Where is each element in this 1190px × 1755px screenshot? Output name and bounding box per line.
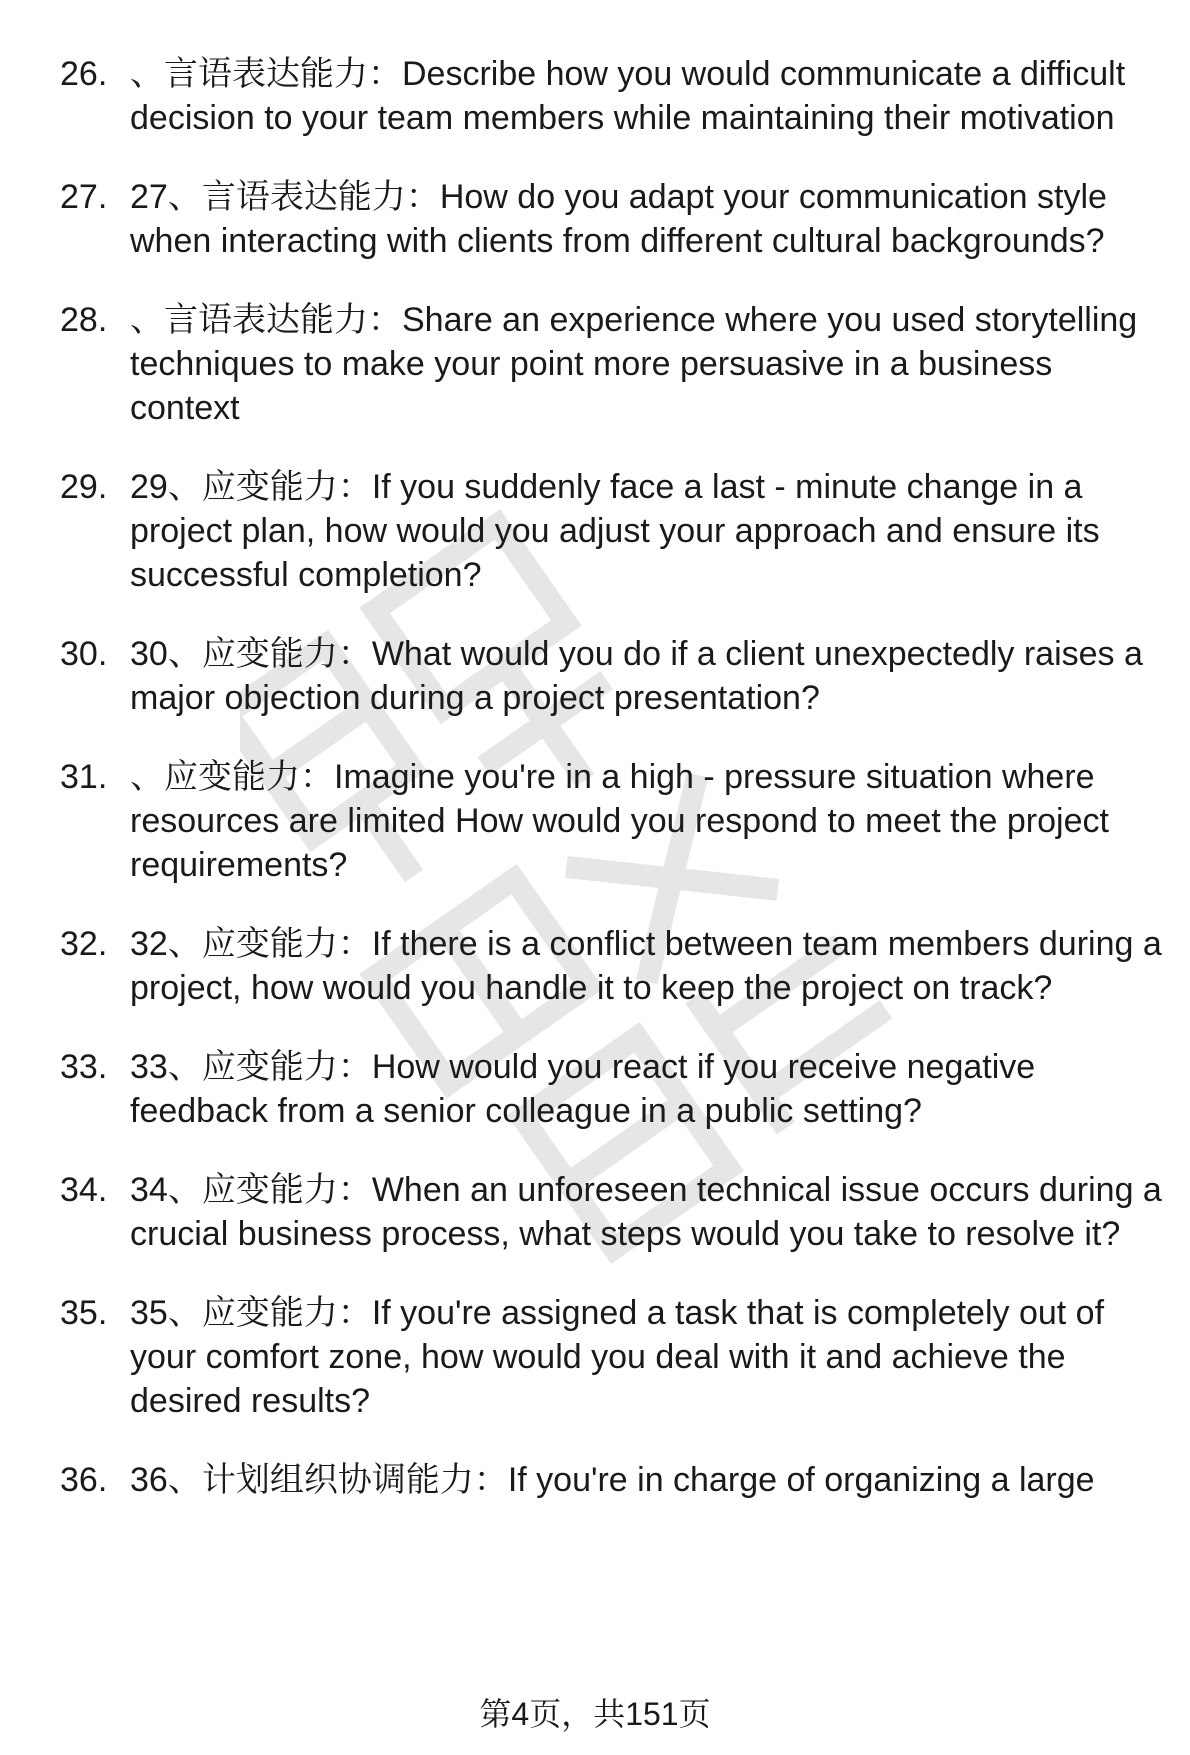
question-text: 33、应变能力：How would you react if you receive negative feedback from a senior colleague in a public setting?: [130, 1048, 1036, 1130]
question-number: 31.: [60, 758, 108, 796]
question-text: 32、应变能力：If there is a conflict between team members during a project, how would you handle it to keep the project on track?: [130, 925, 1162, 1007]
question-number: 35.: [60, 1294, 108, 1332]
question-text: 34、应变能力：When an unforeseen technical issue occurs during a crucial business process, what steps would you take to resolve it?: [130, 1171, 1162, 1253]
question-item: [0, 632, 1190, 720]
question-text: 、应变能力：Imagine you're in a high - pressure situation where resources are limited How would you respond to meet the project requirements?: [130, 758, 1109, 884]
question-number: 26.: [60, 55, 108, 93]
question-number: 34.: [60, 1171, 108, 1209]
question-item: [0, 922, 1190, 1010]
question-list: [0, 52, 1190, 1537]
question-text: 、言语表达能力：Describe how you would communicate a difficult decision to your team members while maintaining their motivation: [130, 55, 1126, 137]
question-text: 27、言语表达能力：How do you adapt your communication style when interacting with clients from different cultural backgrounds?: [130, 178, 1107, 260]
question-item: [0, 298, 1190, 430]
question-item: [0, 465, 1190, 597]
question-item: [0, 1045, 1190, 1133]
question-text: 35、应变能力：If you're assigned a task that is completely out of your comfort zone, how would you deal with it and achieve the desired results?: [130, 1294, 1105, 1420]
question-text: 、言语表达能力：Share an experience where you used storytelling techniques to make your point more persuasive in a business context: [130, 301, 1138, 427]
question-item: [0, 52, 1190, 140]
question-number: 32.: [60, 925, 108, 963]
question-item: [0, 175, 1190, 263]
question-text: 30、应变能力：What would you do if a client unexpectedly raises a major objection during a project presentation?: [130, 635, 1143, 717]
question-text: 29、应变能力：If you suddenly face a last - minute change in a project plan, how would you adjust your approach and ensure its successful completion?: [130, 468, 1100, 594]
question-number: 29.: [60, 468, 108, 506]
question-number: 27.: [60, 178, 108, 216]
question-number: 33.: [60, 1048, 108, 1086]
question-item: [0, 1458, 1190, 1502]
question-number: 36.: [60, 1461, 108, 1499]
question-number: 30.: [60, 635, 108, 673]
page-footer: 第4页，共151页: [479, 1696, 711, 1732]
question-text: 36、计划组织协调能力：If you're in charge of organizing a large: [130, 1461, 1095, 1499]
question-item: [0, 1168, 1190, 1256]
question-number: 28.: [60, 301, 108, 339]
question-item: [0, 1291, 1190, 1423]
question-item: [0, 755, 1190, 887]
